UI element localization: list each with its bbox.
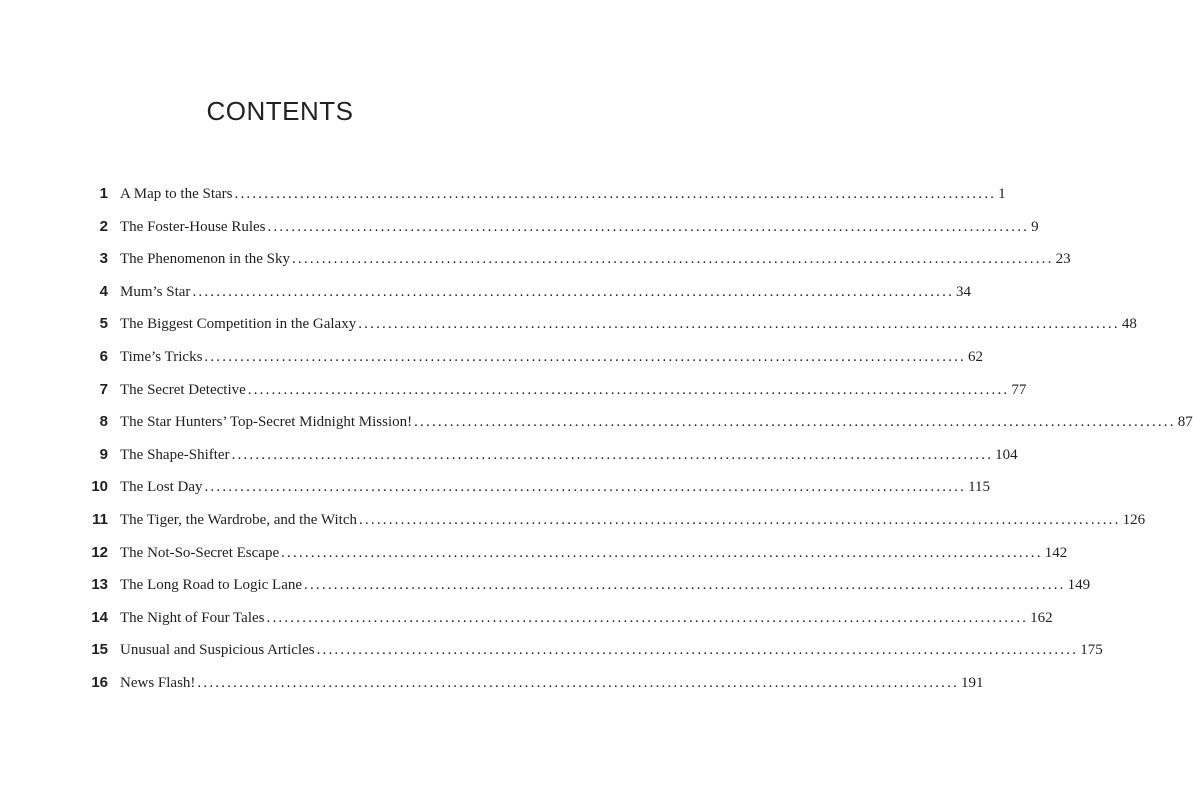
toc-entry-15[interactable] [80,641,1103,674]
toc-entry-14[interactable] [80,608,1053,642]
toc-entry-5[interactable] [80,315,1137,348]
chapter-title: The Biggest Competition in the Galaxy [120,316,357,333]
dot-leader: ................................................................................................................................ [267,218,1030,235]
dot-leader: ................................................................................................................................ [247,381,1010,398]
chapter-number: 1 [99,185,108,202]
chapter-title: The Star Hunters’ Top-Secret Midnight Mission! [120,414,413,431]
page-number: 48 [1121,316,1137,333]
page-title: CONTENTS [206,96,354,126]
page-number: 149 [1067,577,1091,594]
toc-entry-10[interactable] [80,478,991,511]
chapter-number: 7 [99,380,108,398]
dot-leader: ................................................................................................................................ [192,283,955,300]
toc-entry-2[interactable] [80,217,1039,251]
dot-leader: ................................................................................................................................ [197,674,960,691]
chapter-title: The Not-So-Secret Escape [120,544,280,561]
chapter-number: 2 [99,217,108,235]
chapter-title: The Tiger, the Wardrobe, and the Witch [120,511,357,528]
chapter-number: 14 [91,608,108,626]
chapter-number: 13 [91,576,108,594]
chapter-title: A Map to the Stars [120,186,233,202]
chapter-number: 8 [99,413,108,431]
page-number: 77 [1011,381,1027,398]
chapter-title: The Secret Detective [120,381,246,398]
page-number: 1 [998,186,1006,202]
chapter-title: The Night of Four Tales [120,609,265,626]
table-of-contents [80,185,1193,707]
chapter-number: 15 [91,641,108,659]
dot-leader: ................................................................................................................................ [316,642,1079,659]
dot-leader: ................................................................................................................................ [291,251,1054,268]
toc-entry-1[interactable] [80,185,1006,218]
toc-entry-7[interactable] [80,380,1027,414]
page-number: 34 [956,283,972,300]
dot-leader: ................................................................................................................................ [231,446,994,463]
chapter-title: The Phenomenon in the Sky [120,251,290,268]
toc-entry-12[interactable] [80,543,1068,577]
dot-leader: ................................................................................................................................ [266,609,1029,626]
toc-entry-8[interactable] [80,413,1193,446]
toc-entry-11[interactable] [80,510,1146,544]
page-number: 115 [968,479,991,496]
page-number: 104 [995,446,1018,463]
dot-leader: ................................................................................................................................ [234,186,997,202]
chapter-number: 9 [99,445,108,463]
chapter-title: The Lost Day [120,479,203,496]
chapter-number: 16 [91,673,108,691]
chapter-title: The Shape-Shifter [120,446,230,463]
toc-entry-4[interactable] [80,282,972,316]
chapter-number: 11 [92,510,108,528]
toc-entry-16[interactable] [80,673,984,707]
chapter-number: 4 [99,282,108,300]
chapter-number: 10 [91,478,108,496]
dot-leader: ................................................................................................................................ [358,511,1121,528]
page-number: 9 [1031,218,1039,235]
page-number: 87 [1177,414,1193,431]
toc-entry-3[interactable] [80,250,1071,283]
chapter-title: News Flash! [120,674,196,691]
page-number: 142 [1044,544,1068,561]
chapter-title: The Long Road to Logic Lane [120,577,303,594]
dot-leader: ................................................................................................................................ [414,414,1176,431]
toc-entry-9[interactable] [80,445,1018,479]
dot-leader: ................................................................................................................................ [281,544,1043,561]
page-number: 126 [1122,511,1146,528]
dot-leader: ................................................................................................................................ [204,479,967,496]
chapter-title: Mum’s Star [120,283,191,300]
page-number: 175 [1080,642,1103,659]
chapter-number: 3 [99,250,108,268]
toc-entry-13[interactable] [80,576,1091,609]
page-number: 23 [1055,251,1071,268]
page-number: 62 [968,348,984,365]
chapter-number: 5 [99,315,108,333]
dot-leader: ................................................................................................................................ [204,348,967,365]
chapter-title: Time’s Tricks [120,348,203,365]
toc-entry-6[interactable] [80,347,984,381]
chapter-title: Unusual and Suspicious Articles [120,642,315,659]
chapter-number: 6 [99,347,108,365]
page-number: 162 [1030,609,1053,626]
chapter-title: The Foster-House Rules [120,218,266,235]
dot-leader: ................................................................................................................................ [304,577,1066,594]
chapter-number: 12 [91,543,108,561]
dot-leader: ................................................................................................................................ [358,316,1120,333]
page-number: 191 [961,674,984,691]
